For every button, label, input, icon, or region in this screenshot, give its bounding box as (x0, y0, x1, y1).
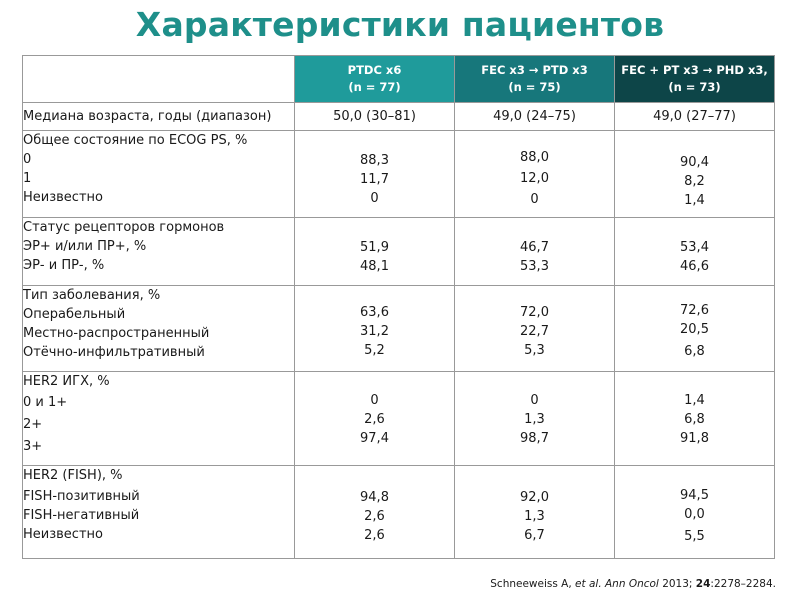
column-header-ptdc (295, 56, 455, 103)
value-cell (455, 218, 615, 286)
value-cell (615, 286, 775, 372)
row-item: 1 (23, 171, 32, 186)
cell-value: 50,0 (30–81) (333, 109, 416, 124)
row-item: Операбельный (23, 307, 126, 322)
row-item: Местно-распространенный (23, 326, 210, 341)
cell-value: 53,4 (680, 240, 709, 255)
row-item: 0 (23, 152, 32, 167)
column-header-label: FEC + PT x3 → PHD x3, (621, 63, 768, 77)
row-label-cell (23, 131, 295, 218)
header-empty-cell (23, 56, 295, 103)
cell-value: 48,1 (360, 259, 389, 274)
table-row-age (23, 103, 775, 131)
citation-year: 2013; (658, 578, 696, 590)
patient-characteristics-table (22, 55, 775, 559)
value-cell (295, 131, 455, 218)
citation-pages: :2278–2284. (710, 578, 776, 590)
row-item: Неизвестно (23, 190, 103, 205)
cell-value: 1,3 (524, 412, 545, 427)
cell-value: 0,0 (684, 507, 705, 522)
column-header-label: PTDC x6 (347, 63, 402, 77)
row-label-cell (23, 218, 295, 286)
cell-value: 2,6 (364, 412, 385, 427)
row-header: Тип заболевания, % (23, 288, 161, 303)
column-header-n: (n = 73) (668, 80, 721, 94)
cell-value: 0 (370, 393, 379, 408)
cell-value: 92,0 (520, 490, 549, 505)
cell-value: 53,3 (520, 259, 549, 274)
cell-value: 1,4 (684, 393, 705, 408)
column-header-fec-pt-phd (615, 56, 775, 103)
cell-value: 88,0 (520, 150, 549, 165)
table-row-her2-fish (23, 466, 775, 559)
cell-value: 6,7 (524, 528, 545, 543)
row-item: Отёчно-инфильтративный (23, 345, 205, 360)
cell-value: 31,2 (360, 324, 389, 339)
cell-value: 49,0 (27–77) (653, 109, 736, 124)
cell-value: 6,8 (684, 344, 705, 359)
page-title: Характеристики пациентов (135, 5, 665, 44)
value-cell (455, 103, 615, 131)
column-header-label: FEC x3 → PTD x3 (481, 63, 588, 77)
cell-value: 2,6 (364, 528, 385, 543)
cell-value: 94,8 (360, 490, 389, 505)
cell-value: 12,0 (520, 171, 549, 186)
cell-value: 11,7 (360, 172, 389, 187)
column-header-n: (n = 75) (508, 80, 561, 94)
cell-value: 51,9 (360, 240, 389, 255)
value-cell (615, 218, 775, 286)
row-item: 0 и 1+ (23, 395, 68, 410)
cell-value: 49,0 (24–75) (493, 109, 576, 124)
value-cell (615, 466, 775, 559)
cell-value: 5,5 (684, 529, 705, 544)
cell-value: 88,3 (360, 153, 389, 168)
cell-value: 8,2 (684, 174, 705, 189)
cell-value: 0 (530, 393, 539, 408)
table-row-her2-ihc (23, 372, 775, 466)
row-item: Неизвестно (23, 527, 103, 542)
row-item: 3+ (23, 439, 43, 454)
cell-value: 72,0 (520, 305, 549, 320)
citation (490, 578, 776, 590)
table-header-row (23, 56, 775, 103)
row-item: ЭР+ и/или ПР+, % (23, 239, 147, 254)
cell-value: 94,5 (680, 488, 709, 503)
cell-value: 20,5 (680, 322, 709, 337)
value-cell (295, 466, 455, 559)
cell-value: 63,6 (360, 305, 389, 320)
row-label-cell (23, 372, 295, 466)
row-label-cell (23, 466, 295, 559)
row-header: HER2 (FISH), % (23, 468, 123, 483)
column-header-n: (n = 77) (348, 80, 401, 94)
cell-value: 5,2 (364, 343, 385, 358)
value-cell (455, 372, 615, 466)
cell-value: 22,7 (520, 324, 549, 339)
value-cell (295, 103, 455, 131)
value-cell (615, 103, 775, 131)
cell-value: 46,7 (520, 240, 549, 255)
row-label: Медиана возраста, годы (диапазон) (23, 109, 272, 124)
value-cell (295, 372, 455, 466)
row-item: ЭР- и ПР-, % (23, 258, 105, 273)
value-cell (295, 218, 455, 286)
value-cell (615, 372, 775, 466)
value-cell (295, 286, 455, 372)
table-row-hormone-receptors (23, 218, 775, 286)
cell-value: 6,8 (684, 412, 705, 427)
cell-value: 97,4 (360, 431, 389, 446)
cell-value: 0 (370, 191, 379, 206)
value-cell (615, 131, 775, 218)
cell-value: 91,8 (680, 431, 709, 446)
column-header-fec-ptd (455, 56, 615, 103)
table-row-ecog (23, 131, 775, 218)
cell-value: 1,3 (524, 509, 545, 524)
row-header: Статус рецепторов гормонов (23, 220, 225, 235)
row-header: Общее состояние по ECOG PS, % (23, 133, 248, 148)
value-cell (455, 131, 615, 218)
row-item: 2+ (23, 417, 43, 432)
cell-value: 0 (530, 192, 539, 207)
row-item: FISH-негативный (23, 508, 140, 523)
cell-value: 2,6 (364, 509, 385, 524)
row-header: HER2 ИГХ, % (23, 374, 110, 389)
value-cell (455, 286, 615, 372)
table-row-disease-type (23, 286, 775, 372)
value-cell (455, 466, 615, 559)
row-item: FISH-позитивный (23, 489, 140, 504)
citation-authors: Schneeweiss A, (490, 578, 576, 590)
cell-value: 72,6 (680, 303, 709, 318)
citation-journal: et al. Ann Oncol (575, 578, 659, 590)
cell-value: 1,4 (684, 193, 705, 208)
cell-value: 90,4 (680, 155, 709, 170)
cell-value: 98,7 (520, 431, 549, 446)
cell-value: 46,6 (680, 259, 709, 274)
citation-volume: 24 (695, 578, 711, 590)
row-label-cell (23, 103, 295, 131)
cell-value: 5,3 (524, 343, 545, 358)
row-label-cell (23, 286, 295, 372)
